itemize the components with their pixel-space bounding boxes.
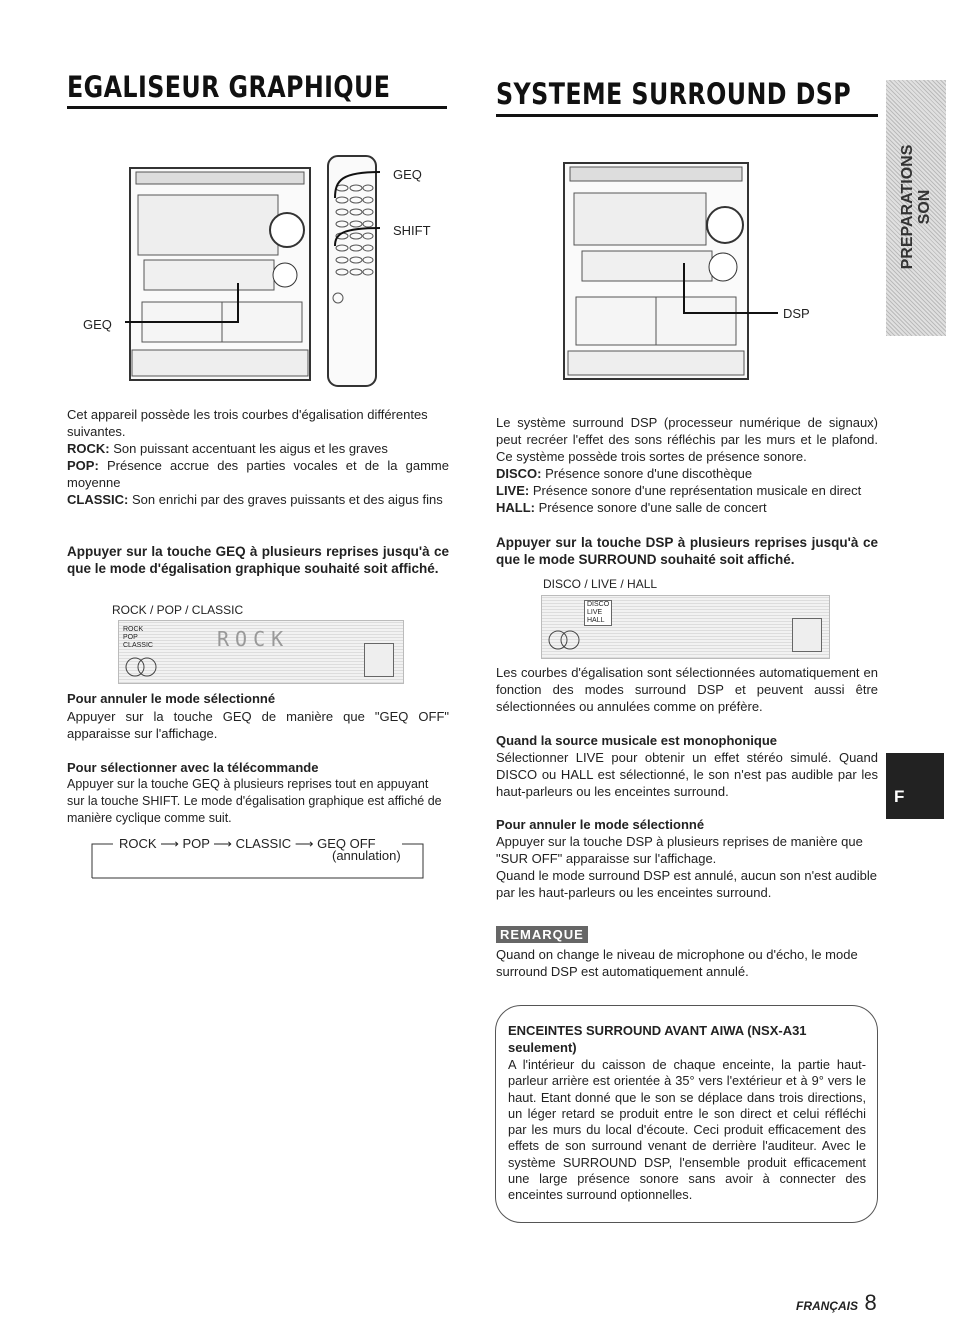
mode-classic: CLASSIC: Son enrichi par des graves puissants et des aigus fins (67, 492, 443, 507)
stereo-unit-drawing (80, 150, 440, 390)
language-tab-letter: F (894, 787, 905, 806)
geq-display-menu: ROCK POP CLASSIC (123, 626, 153, 649)
display-box (364, 643, 394, 677)
display-box (792, 618, 822, 652)
stereo-system-figure-geq (80, 150, 440, 390)
mode-disco: DISCO: Présence sonore d'une discothèque (496, 466, 753, 481)
page-footer (796, 1290, 877, 1316)
left-title-rule (67, 106, 447, 109)
geq-display-readout: ROCK (217, 627, 290, 651)
remote-heading: Pour sélectionner avec la télécommande (67, 760, 319, 775)
side-tab-text: PREPARATIONS SON (899, 144, 933, 270)
mode-rock: ROCK: Son puissant accentuant les aigus et les graves (67, 441, 388, 456)
left-display-caption: ROCK / POP / CLASSIC (112, 603, 244, 617)
mode-live: LIVE: Présence sonore d'une représentation musicale en direct (496, 483, 862, 498)
remarque-text: Quand on change le niveau de microphone ou d'écho, le mode surround DSP est automatiquement annulé. (496, 947, 858, 979)
dsp-label: DSP (783, 306, 810, 321)
note-box-text: A l'intérieur du caisson de chaque enceinte, la partie haut-parleur arrière est orientée à 35° vers l'extérieur et à 9° vers le haut. Etant donné que le son se déplace dans trois directions, un léger retard se produit entre le son direct et celui réfléchi par les murs du local d'écoute. Ceci produit efficacement des effets de son surround venant de derrière l'auditeur. Avec le système SURROUND DSP, l'ensemble produit efficacement une large présence sonore sans avoir à connecter des enceintes surround optionnelles. (508, 1057, 866, 1203)
left-cancel-text: Appuyer sur la touche GEQ de manière que "GEQ OFF" apparaisse sur l'affichage. (67, 709, 449, 741)
left-section-title: EGALISEUR GRAPHIQUE (67, 70, 391, 104)
right-title-rule (496, 114, 878, 117)
mode-pop: POP: Présence accrue des parties vocales et de la gamme moyenne (67, 458, 449, 490)
remarque-label: REMARQUE (496, 926, 588, 943)
left-intro: Cet appareil possède les trois courbes d'égalisation différentes suivantes. (67, 407, 428, 439)
right-cancel-text: Appuyer sur la touche DSP à plusieurs reprises de manière que "SUR OFF" apparaisse sur l'affichage. (496, 834, 863, 866)
dolby-icon (123, 653, 159, 679)
right-cancel-text-2: Quand le mode surround DSP est annulé, aucun son n'est audible par les haut-parleurs ou les enceintes surround. (496, 868, 877, 900)
dolby-icon (546, 626, 582, 652)
right-display-caption: DISCO / LIVE / HALL (543, 577, 658, 591)
right-cancel-heading: Pour annuler le mode sélectionné (496, 817, 705, 832)
left-cancel-heading: Pour annuler le mode sélectionné (67, 691, 276, 706)
page-number: 8 (864, 1290, 877, 1315)
shift-label: SHIFT (393, 223, 431, 238)
remote-text: Appuyer sur la touche GEQ à plusieurs reprises tout en appuyant sur la touche SHIFT. Le mode d'égalisation graphique est affiché de manière cyclique comme suit. (67, 777, 442, 825)
mode-hall: HALL: Présence sonore d'une salle de concert (496, 500, 767, 515)
dsp-unit-drawing (560, 155, 830, 385)
right-section-title: SYSTEME SURROUND DSP (496, 77, 852, 111)
geq-remote-label: GEQ (393, 167, 422, 182)
right-intro: Le système surround DSP (processeur numérique de signaux) peut recréer l'effet des sons réfléchis par les murs et le plafond. Ce système possède trois sortes de présence sonore. (496, 415, 878, 464)
mono-text: Sélectionner LIVE pour obtenir un effet stéréo simulé. Quand DISCO ou HALL est sélectionné, le son n'est pas audible par les haut-parleurs ou les enceintes surround. (496, 750, 878, 799)
cycle-note: (annulation) (332, 848, 401, 863)
surround-speaker-note-box (495, 1005, 878, 1223)
geq-display-panel (118, 620, 404, 684)
dsp-display-panel (541, 595, 830, 659)
language-tab (886, 753, 944, 819)
geq-unit-label: GEQ (83, 317, 112, 332)
left-instruction: Appuyer sur la touche GEQ à plusieurs reprises jusqu'à ce que le mode d'égalisation graphique souhaité soit affiché. (67, 544, 449, 576)
mono-heading: Quand la source musicale est monophonique (496, 733, 777, 748)
side-tab-preparations-son (886, 80, 946, 336)
geq-cycle-diagram (91, 836, 425, 880)
stereo-system-figure-dsp (560, 155, 830, 385)
auto-eq-text: Les courbes d'égalisation sont sélectionnées automatiquement en fonction des modes surround DSP et peuvent aussi être sélectionnées ou annulées comme on préfère. (496, 665, 878, 714)
note-box-title: ENCEINTES SURROUND AVANT AIWA (NSX-A31 seulement) (508, 1023, 807, 1055)
footer-language: FRANÇAIS (796, 1299, 858, 1313)
cycle-sequence: ROCK ⟶ POP ⟶ CLASSIC ⟶ GEQ OFF (119, 836, 376, 851)
right-instruction: Appuyer sur la touche DSP à plusieurs reprises jusqu'à ce que le mode SURROUND souhaité soit affiché. (496, 535, 878, 567)
dsp-display-menu: DISCO LIVE HALL (584, 600, 612, 626)
